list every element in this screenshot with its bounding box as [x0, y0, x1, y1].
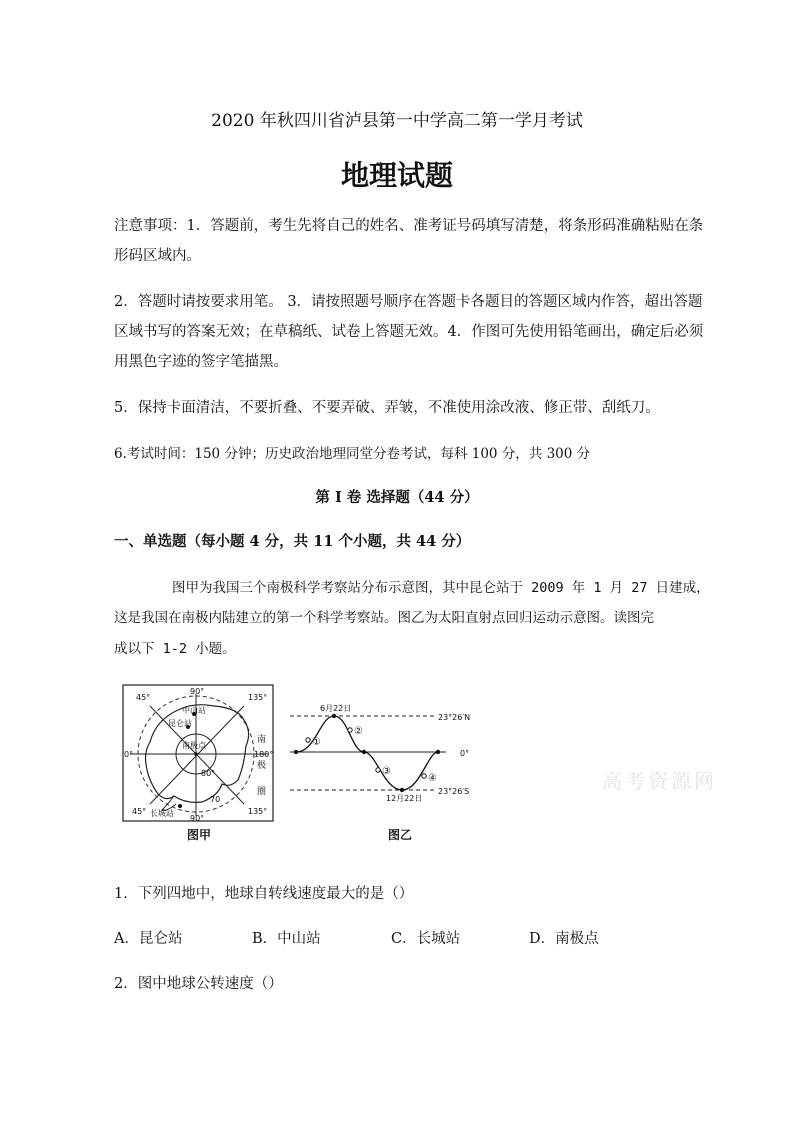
intro-line-1: 图甲为我国三个南极科学考察站分布示意图，其中昆仑站于 2009 年 1 月 27 日建成， — [172, 580, 710, 596]
question-2-stem: 2．图中地球公转速度（） — [114, 976, 283, 992]
notes-line-3: 2．答题时请按要求用笔。 3．请按照题号顺序在答题卡各题目的答题区域内作答，超出答题 — [114, 294, 703, 310]
point-1-label: ① — [312, 737, 321, 748]
figure-b-solar-migration — [286, 700, 506, 810]
jun22-label: 6月22日 — [320, 704, 352, 713]
page-title: 地理试题 — [340, 159, 453, 192]
tropic-n-label: 23°26′N — [438, 713, 471, 722]
intro-line-2: 这是我国在南极内陆建立的第一个科学考察站。图乙为太阳直射点回归运动示意图。读图完 — [114, 610, 654, 626]
q1-option-d[interactable]: D．南极点 — [529, 931, 599, 947]
q1-option-c[interactable]: C．长城站 — [391, 931, 461, 947]
lon-135-tr: 135° — [248, 693, 268, 702]
lon-45-tl: 45° — [136, 693, 151, 702]
figure-b-caption: 图乙 — [388, 828, 413, 842]
antarctic-circle-label-2: 极 — [257, 761, 267, 771]
q1-option-a[interactable]: A．昆仑站 — [114, 931, 183, 947]
point-3-label: ③ — [382, 766, 391, 777]
changcheng-label: 长城站 — [150, 809, 174, 818]
lon-90-top: 90° — [190, 687, 205, 696]
antarctic-circle-label-1: 南 — [257, 735, 267, 745]
lon-135-br: 135° — [248, 807, 268, 816]
kunlun-label: 昆仑站 — [168, 719, 192, 728]
lon-45-bl: 45° — [132, 807, 147, 816]
notes-line-5: 用黑色字迹的签字笔描黑。 — [114, 354, 288, 370]
notes-line-4: 区域书写的答案无效；在草稿纸、试卷上答题无效。4．作图可先使用铅笔画出，确定后必须 — [114, 324, 704, 340]
equator-label: 0° — [460, 749, 470, 758]
point-2-label: ② — [354, 726, 363, 737]
part-title: 第 I 卷 选择题（44 分） — [315, 489, 479, 506]
notes-line-1: 注意事项：1．答题前，考生先将自己的姓名、准考证号码填写清楚，将条形码准确粘贴在条 — [114, 218, 704, 234]
figure-a-antarctica-map — [122, 684, 274, 822]
lat-80-label: 80° — [201, 769, 216, 778]
point-4-label: ④ — [428, 773, 437, 784]
figure-a-caption: 图甲 — [187, 828, 212, 842]
notes-line-2: 形码区域内。 — [114, 248, 201, 264]
q1-option-b[interactable]: B．中山站 — [252, 931, 321, 947]
notes-line-6: 5．保持卡面清洁，不要折叠、不要弄破、弄皱，不准使用涂改液、修正带、刮纸刀。 — [114, 400, 660, 416]
antarctic-circle-label-3: 圈 — [257, 787, 267, 797]
watermark: 高考资源网 — [602, 769, 717, 793]
question-1-stem: 1．下列四地中，地球自转线速度最大的是（） — [114, 886, 414, 902]
section-heading: 一、单选题（每小题 4 分，共 11 个小题，共 44 分） — [114, 533, 471, 550]
lon-90-bottom: 90° — [190, 814, 205, 822]
notes-line-7: 6.考试时间：150 分钟；历史政治地理同堂分卷考试，每科 100 分，共 300 分 — [114, 446, 591, 462]
zhongshan-label: 中山站 — [182, 706, 206, 715]
lon-180: 180° — [254, 750, 274, 759]
changcheng-marker — [178, 804, 182, 808]
lon-0: 0° — [124, 750, 134, 759]
tropic-s-label: 23°26′S — [438, 787, 470, 796]
intro-line-3: 成以下 1-2 小题。 — [114, 641, 236, 657]
lat-70-label: 70 — [210, 795, 221, 804]
exam-subtitle: 2020 年秋四川省泸县第一中学高二第一学月考试 — [211, 111, 583, 131]
dec22-label: 12月22日 — [386, 794, 423, 803]
south-pole-label: 南极点 — [182, 741, 206, 750]
